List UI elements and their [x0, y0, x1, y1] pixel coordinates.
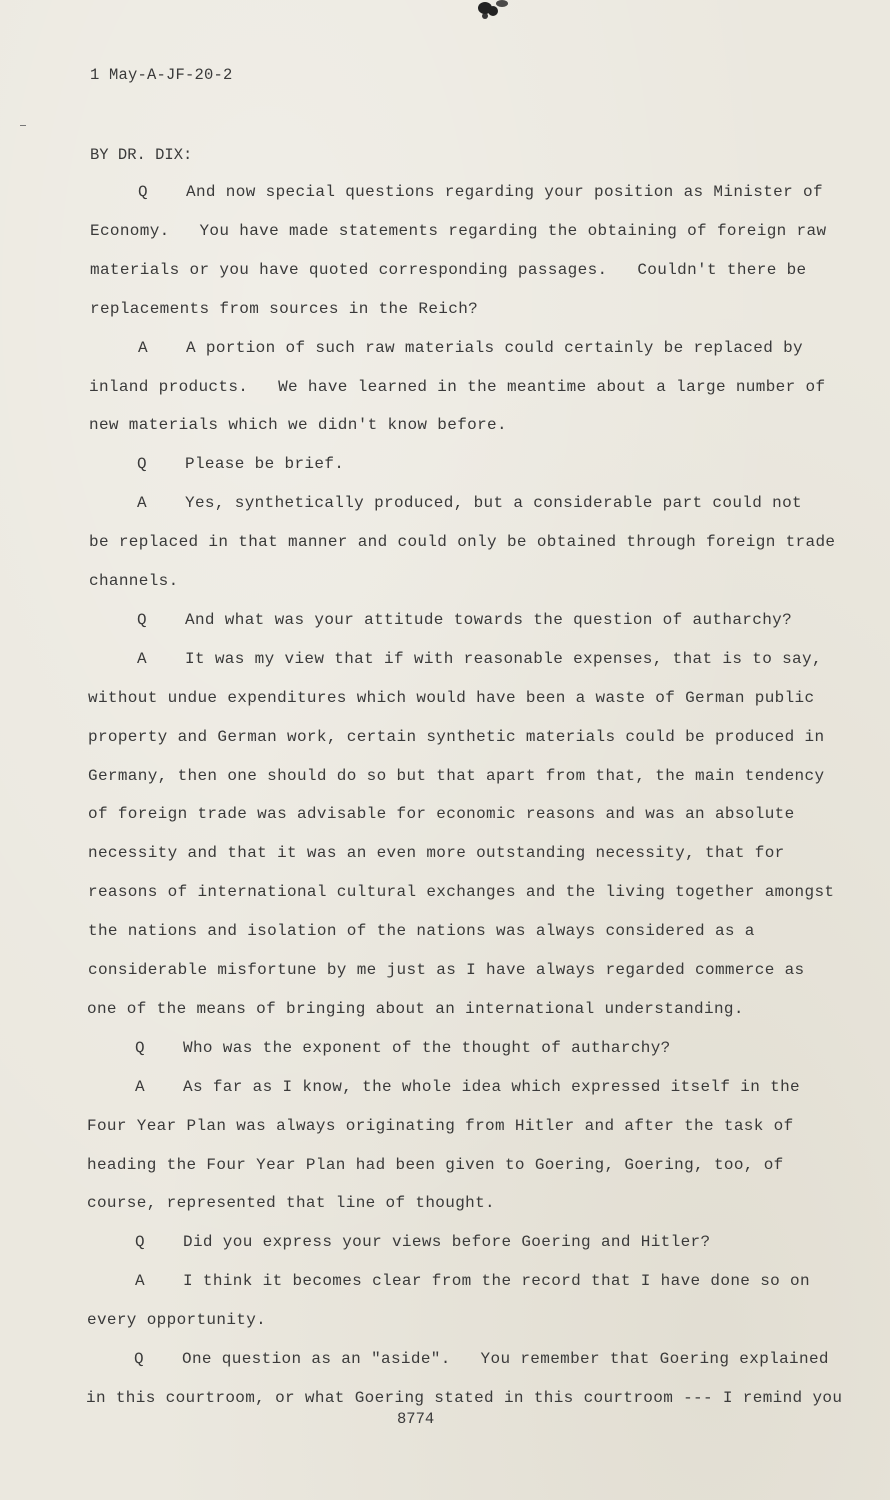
ink-blot-mark [474, 0, 514, 22]
answer-text-line: without undue expenditures which would have been a waste of German public [88, 688, 815, 707]
answer-text-line: inland products. We have learned in the meantime about a large number of [89, 377, 826, 396]
answer-text-line: necessity and that it was an even more outstanding necessity, that for [88, 844, 785, 863]
question-text-line: replacements from sources in the Reich? [90, 299, 479, 318]
question-label: Q [137, 610, 147, 629]
answer-text-line: Four Year Plan was always originating from Hitler and after the task of [87, 1116, 794, 1135]
answer-label: A [137, 649, 147, 668]
answer-text-line: course, represented that line of thought. [87, 1194, 496, 1213]
question-label: Q [135, 1233, 145, 1252]
examiner-line: BY DR. DIX: [90, 146, 193, 164]
question-label: Q [137, 455, 147, 474]
answer-text-line: I think it becomes clear from the record that I have done so on [183, 1272, 810, 1291]
answer-text-line: considerable misfortune by me just as I have always regarded commerce as [88, 961, 805, 979]
answer-label: A [135, 1077, 145, 1096]
answer-text-line: heading the Four Year Plan had been given to Goering, Goering, too, of [87, 1155, 784, 1174]
question-text-line: Economy. You have made statements regarding the obtaining of foreign raw [90, 221, 827, 240]
answer-label: A [137, 494, 147, 513]
answer-label: A [138, 338, 148, 357]
answer-text-line: property and German work, certain synthetic materials could be produced in [88, 727, 825, 746]
answer-text-line: Germany, then one should do so but that apart from that, the main tendency [88, 766, 825, 785]
answer-text-line: It was my view that if with reasonable expenses, that is to say, [185, 649, 822, 668]
answer-text-line: be replaced in that manner and could only be obtained through foreign trade [89, 533, 836, 552]
answer-text-line: channels. [89, 572, 179, 590]
answer-text-line: As far as I know, the whole idea which expressed itself in the [183, 1077, 800, 1096]
answer-text-line: reasons of international cultural exchanges and the living together amongst [88, 883, 835, 902]
question-text-line: Please be brief. [185, 455, 345, 474]
document-reference: 1 May-A-JF-20-2 [90, 66, 233, 84]
answer-text-line: the nations and isolation of the nations was always considered as a [88, 922, 755, 941]
question-label: Q [135, 1038, 145, 1057]
question-text-line: Did you express your views before Goering and Hitler? [183, 1233, 711, 1252]
page-number: 8774 [397, 1410, 435, 1428]
answer-text-line: A portion of such raw materials could certainly be replaced by [186, 338, 803, 357]
question-label: Q [134, 1350, 144, 1368]
answer-text-line: Yes, synthetically produced, but a considerable part could not [185, 494, 802, 513]
margin-mark [20, 125, 26, 126]
question-text-line: in this courtroom, or what Goering stated in this courtroom --- I remind you [86, 1388, 843, 1407]
answer-text-line: new materials which we didn't know before. [89, 416, 507, 435]
answer-text-line: of foreign trade was advisable for economic reasons and was an absolute [88, 805, 795, 824]
question-text-line: And what was your attitude towards the question of autharchy? [185, 610, 793, 629]
question-label: Q [138, 183, 148, 201]
answer-text-line: one of the means of bringing about an international understanding. [87, 999, 744, 1018]
question-text-line: And now special questions regarding your position as Minister of [186, 183, 823, 201]
question-text-line: materials or you have quoted corresponding passages. Couldn't there be [90, 260, 807, 279]
question-text-line: One question as an "aside". You remember that Goering explained [182, 1350, 829, 1368]
answer-text-line: every opportunity. [87, 1311, 267, 1330]
answer-label: A [135, 1272, 145, 1291]
question-text-line: Who was the exponent of the thought of autharchy? [183, 1038, 671, 1057]
